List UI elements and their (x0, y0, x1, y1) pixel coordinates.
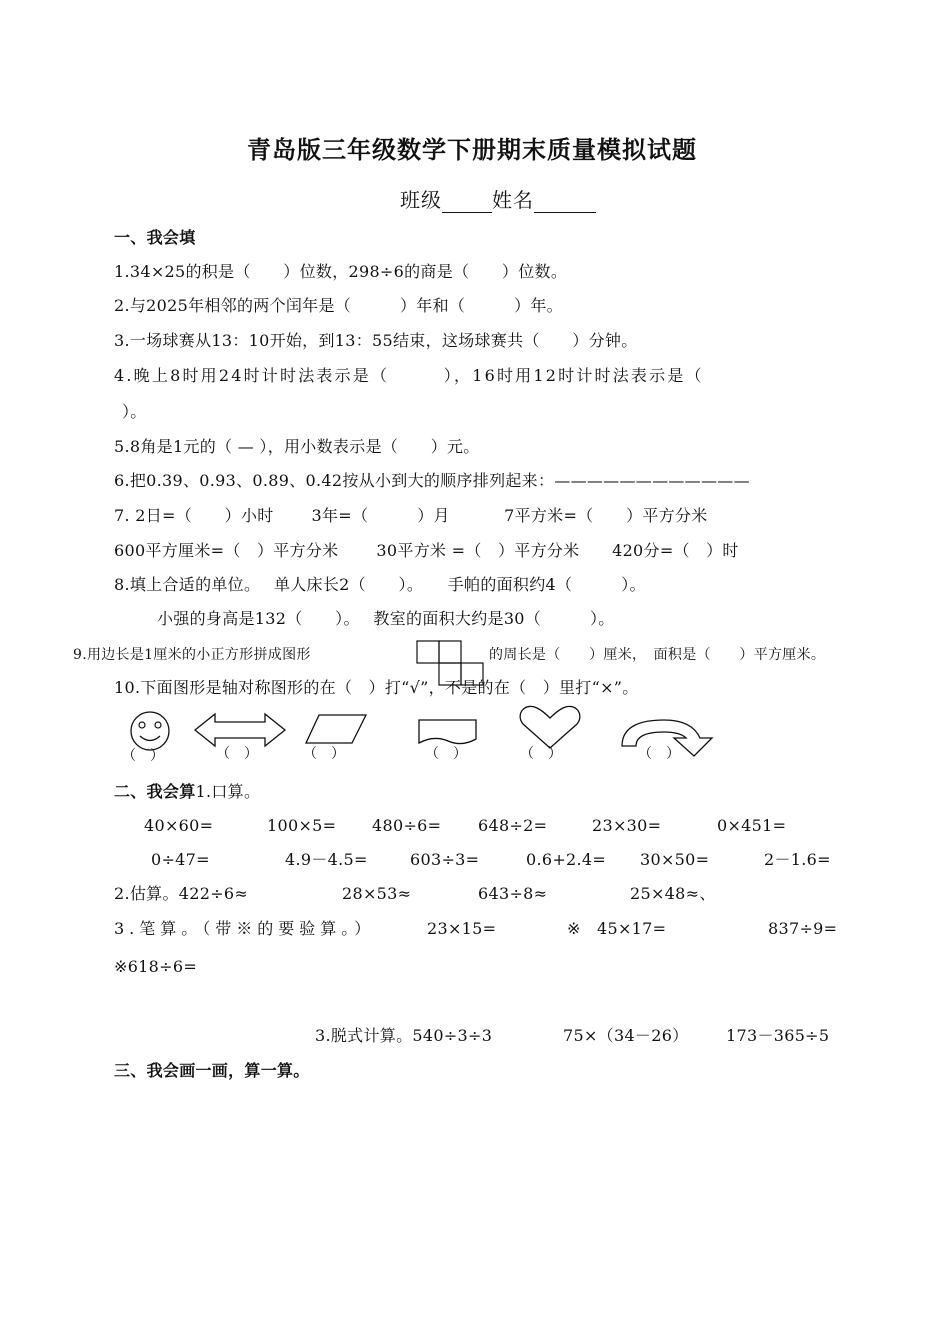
written-item: 23×15= (427, 919, 497, 938)
name-label: 姓名 (492, 188, 534, 212)
question-4-line1: 4.晚上8时用24时计时法表示是（ ），16时用12时计时法表示是（ (114, 366, 704, 385)
written-extra: ※618÷6= (114, 957, 198, 976)
written-item: ※ 45×17= (567, 919, 667, 938)
written-label: 3.笔算。（带※的要验算。） (114, 919, 376, 938)
class-blank[interactable] (442, 192, 492, 213)
oral-item: 0÷47= (151, 850, 210, 869)
question-5: 5.8角是1元的（ — ），用小数表示是（ ）元。 (114, 437, 480, 456)
question-1: 1.34×25的积是（ ）位数，298÷6的商是（ ）位数。 (114, 262, 568, 281)
question-8-line2: 小强的身高是132（ ）。 教室的面积大约是30（ ）。 (157, 609, 615, 628)
section2-heading-line (114, 782, 260, 802)
oral-item: 2－1.6= (764, 850, 831, 869)
answer-paren-5[interactable]: （ ） (520, 746, 562, 762)
oral-item: 603÷3= (410, 850, 480, 869)
heart-icon (519, 706, 581, 750)
estimate-item: 643÷8≈ (478, 884, 548, 903)
question-7-line2: 600平方厘米=（ ）平方分米 30平方米 =（ ）平方分米 420分=（ ）时 (114, 541, 739, 560)
stepwise-item: 173－365÷5 (726, 1026, 830, 1045)
oral-item: 0.6+2.4= (526, 850, 607, 869)
answer-paren-6[interactable]: （ ） (638, 746, 680, 762)
answer-paren-4[interactable]: （ ） (425, 746, 467, 762)
question-9-right: 的周长是（ ）厘米， 面积是（ ）平方厘米。 (489, 647, 826, 663)
oral-item: 23×30= (592, 816, 662, 835)
oral-item: 40×60= (144, 816, 214, 835)
estimate-label: 2.估算。422÷6≈ (114, 884, 249, 903)
answer-paren-1[interactable]: （ ） (122, 748, 164, 764)
flag-icon (418, 719, 478, 749)
student-info (400, 187, 596, 213)
oral-item: 4.9－4.5= (285, 850, 368, 869)
question-2: 2.与2025年相邻的两个闰年是（ ）年和（ ）年。 (114, 296, 563, 315)
estimate-item: 25×48≈、 (630, 884, 716, 903)
section3-heading: 三、我会画一画，算一算。 (114, 1061, 310, 1080)
oral-label: 1.口算。 (195, 782, 261, 801)
oral-item: 0×451= (717, 816, 787, 835)
written-item: 837÷9= (768, 919, 838, 938)
question-8-line1: 8.填上合适的单位。 单人床长2（ ）。 手帕的面积约4（ ）。 (114, 575, 646, 594)
name-blank[interactable] (534, 192, 596, 213)
oral-item: 480÷6= (372, 816, 442, 835)
class-label: 班级 (400, 188, 442, 212)
question-7-line1: 7. 2日=（ ）小时 3年=（ ）月 7平方米=（ ）平方分米 (114, 506, 708, 525)
oral-item: 30×50= (640, 850, 710, 869)
section1-heading: 一、我会填 (114, 228, 196, 247)
stepwise-item: 75×（34－26） (563, 1026, 689, 1045)
question-9-left: 9.用边长是1厘米的小正方形拼成图形 (73, 647, 311, 663)
estimate-item: 28×53≈ (342, 884, 412, 903)
oral-item: 648÷2= (478, 816, 548, 835)
answer-paren-2[interactable]: （ ） (216, 746, 258, 762)
stepwise-label: 3.脱式计算。540÷3÷3 (315, 1026, 493, 1045)
parallelogram-icon (305, 714, 367, 744)
question-3: 3.一场球赛从13：10开始，到13：55结束，这场球赛共（ ）分钟。 (114, 331, 638, 350)
page-title: 青岛版三年级数学下册期末质量模拟试题 (247, 135, 697, 164)
oral-item: 100×5= (267, 816, 337, 835)
answer-paren-3[interactable]: （ ） (303, 746, 345, 762)
smiley-icon (124, 711, 176, 751)
question-6: 6.把0.39、0.93、0.89、0.42按从小到大的顺序排列起来：———————————— (114, 471, 750, 490)
double-arrow-icon (193, 712, 287, 748)
section2-heading: 二、我会算 (114, 782, 196, 801)
question-10: 10.下面图形是轴对称图形的在（ ）打“√”，不是的在（ ）里打“×”。 (114, 678, 639, 697)
question-4-line2: ）。 (122, 402, 147, 421)
